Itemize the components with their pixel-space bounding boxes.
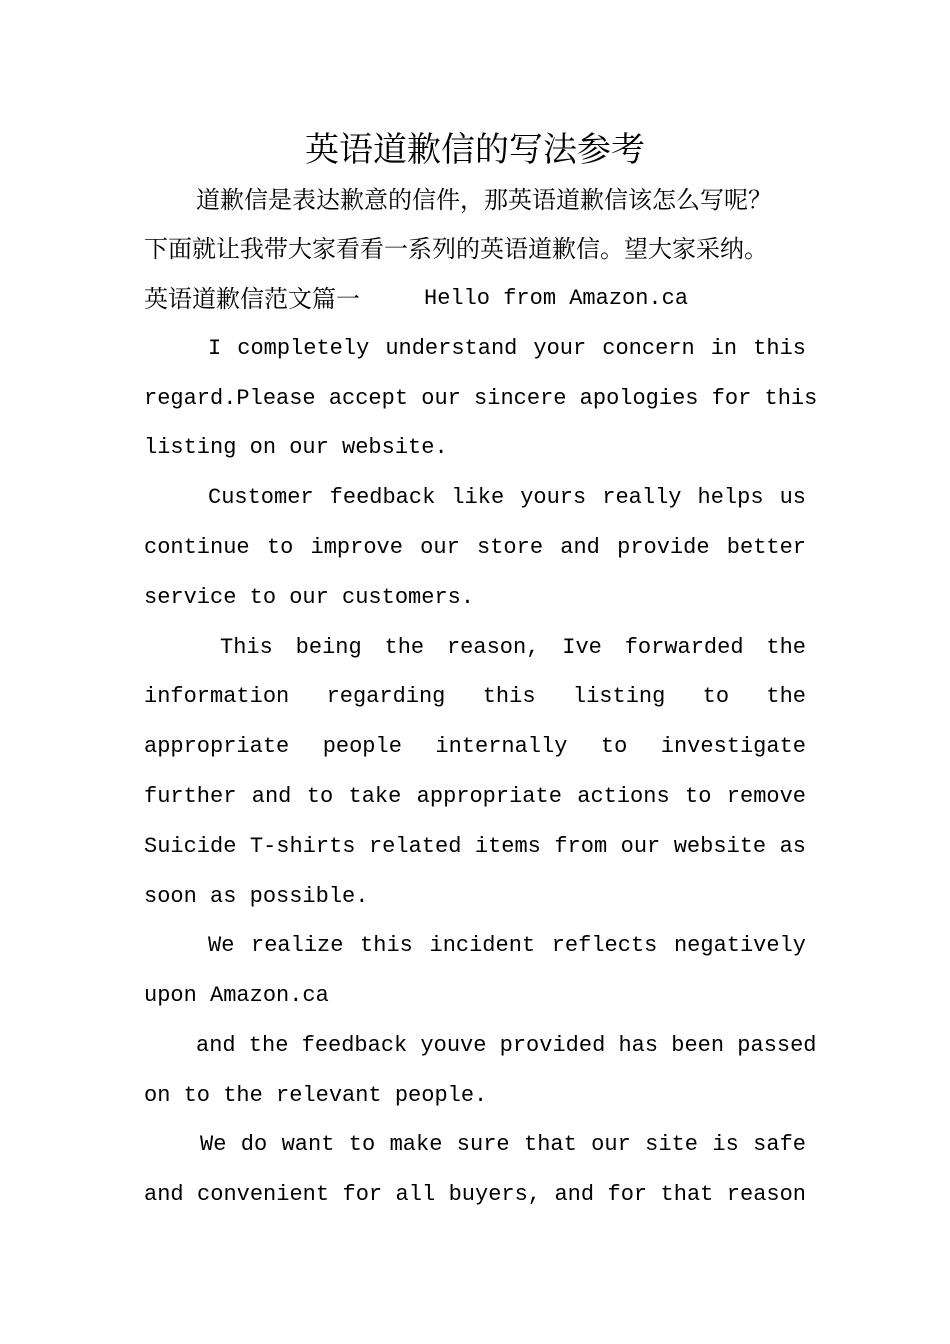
- letter-line: information regarding this listing to the: [144, 684, 806, 709]
- intro-line: 道歉信是表达歉意的信件，那英语道歉信该怎么写呢？: [196, 186, 772, 214]
- letter-line: We do want to make sure that our site is safe: [200, 1132, 806, 1157]
- letter-line: and the feedback youve provided has been passed: [196, 1033, 817, 1058]
- letter-line: listing on our website.: [144, 435, 448, 460]
- letter-line: appropriate people internally to investigate: [144, 734, 806, 759]
- letter-line: soon as possible.: [144, 884, 369, 909]
- letter-line: We realize this incident reflects negatively: [208, 933, 806, 958]
- letter-line: further and to take appropriate actions to remove: [144, 784, 806, 809]
- letter-line: continue to improve our store and provide better: [144, 535, 806, 560]
- letter-line: I completely understand your concern in this: [208, 336, 806, 361]
- letter-line: Suicide T-shirts related items from our website as: [144, 834, 806, 859]
- letter-greeting: Hello from Amazon.ca: [424, 286, 689, 311]
- letter-line: and convenient for all buyers, and for that reason: [144, 1182, 806, 1207]
- document-title: 英语道歉信的写法参考: [305, 130, 645, 170]
- letter-line: upon Amazon.ca: [144, 983, 329, 1008]
- letter-line: Customer feedback like yours really helps us: [208, 485, 806, 510]
- letter-line: on to the relevant people.: [144, 1083, 488, 1108]
- letter-line: This being the reason, Ive forwarded the: [220, 635, 806, 660]
- letter-line: service to our customers.: [144, 585, 475, 610]
- intro-line: 下面就让我带大家看看一系列的英语道歉信。望大家采纳。: [144, 235, 768, 263]
- section-heading: 英语道歉信范文篇一: [144, 285, 360, 313]
- letter-line: regard.Please accept our sincere apologies for this: [144, 386, 818, 411]
